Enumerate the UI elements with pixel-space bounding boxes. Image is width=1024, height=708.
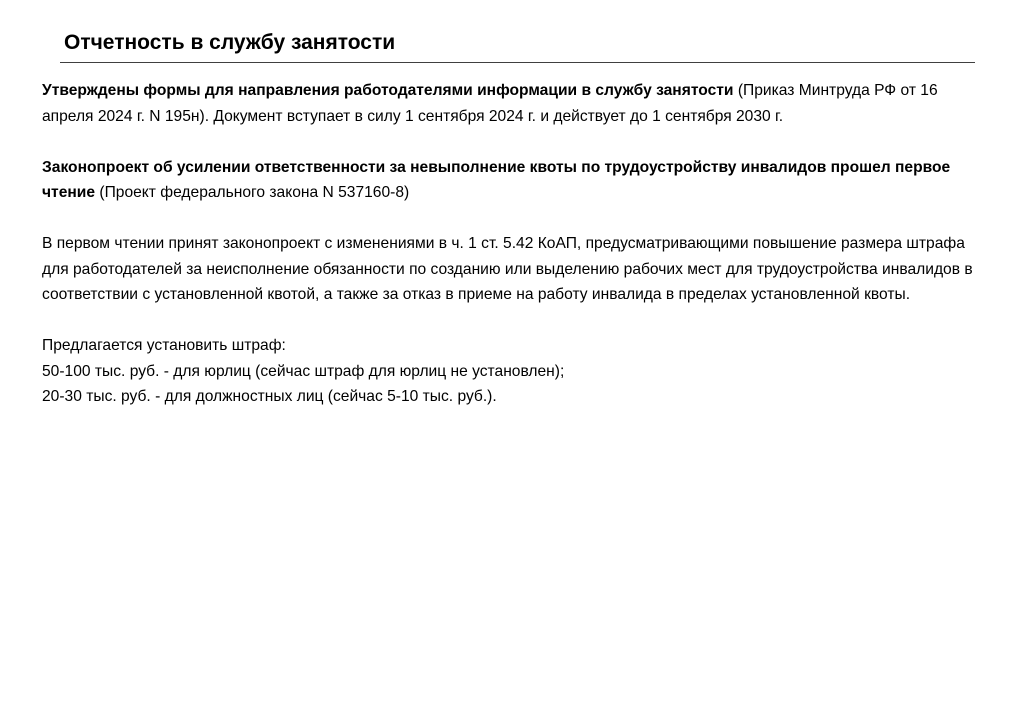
news-item-forms [42,78,987,129]
news-headline: Законопроект об усилении ответственности за невыполнение квоты по трудоустройству инвалидов прошел первое чтение [42,158,951,201]
slide-content [42,78,987,410]
title-divider [60,62,975,63]
news-item-quota-bill [42,155,987,206]
news-source: (Приказ Минтруда РФ от 16 апреля 2024 г. N 195н). Документ вступает в силу 1 сентября 2024 г. и действует до 1 сентября 2030 г. [42,82,938,125]
slide-title: Отчетность в службу занятости [64,31,396,54]
fine-item: 20-30 тыс. руб. - для должностных лиц (сейчас 5-10 тыс. руб.). [42,388,497,405]
fines-block [42,333,987,410]
news-source: (Проект федерального закона N 537160-8) [95,184,410,201]
news-headline: Утверждены формы для направления работодателями информации в службу занятости [42,82,734,99]
fines-intro: Предлагается установить штраф: [42,337,286,354]
fine-item: 50-100 тыс. руб. - для юрлиц (сейчас штраф для юрлиц не установлен); [42,362,565,380]
bill-description: В первом чтении принят законопроект с изменениями в ч. 1 ст. 5.42 КоАП, предусматривающими повышение размера штрафа для работодателей за неисполнение обязанности по созданию или выделению рабочих мест для трудоустройства инвалидов в соответствии с установленной квотой, а также за отказ в приеме на работу инвалида в пределах установленной квоты. [42,235,973,303]
